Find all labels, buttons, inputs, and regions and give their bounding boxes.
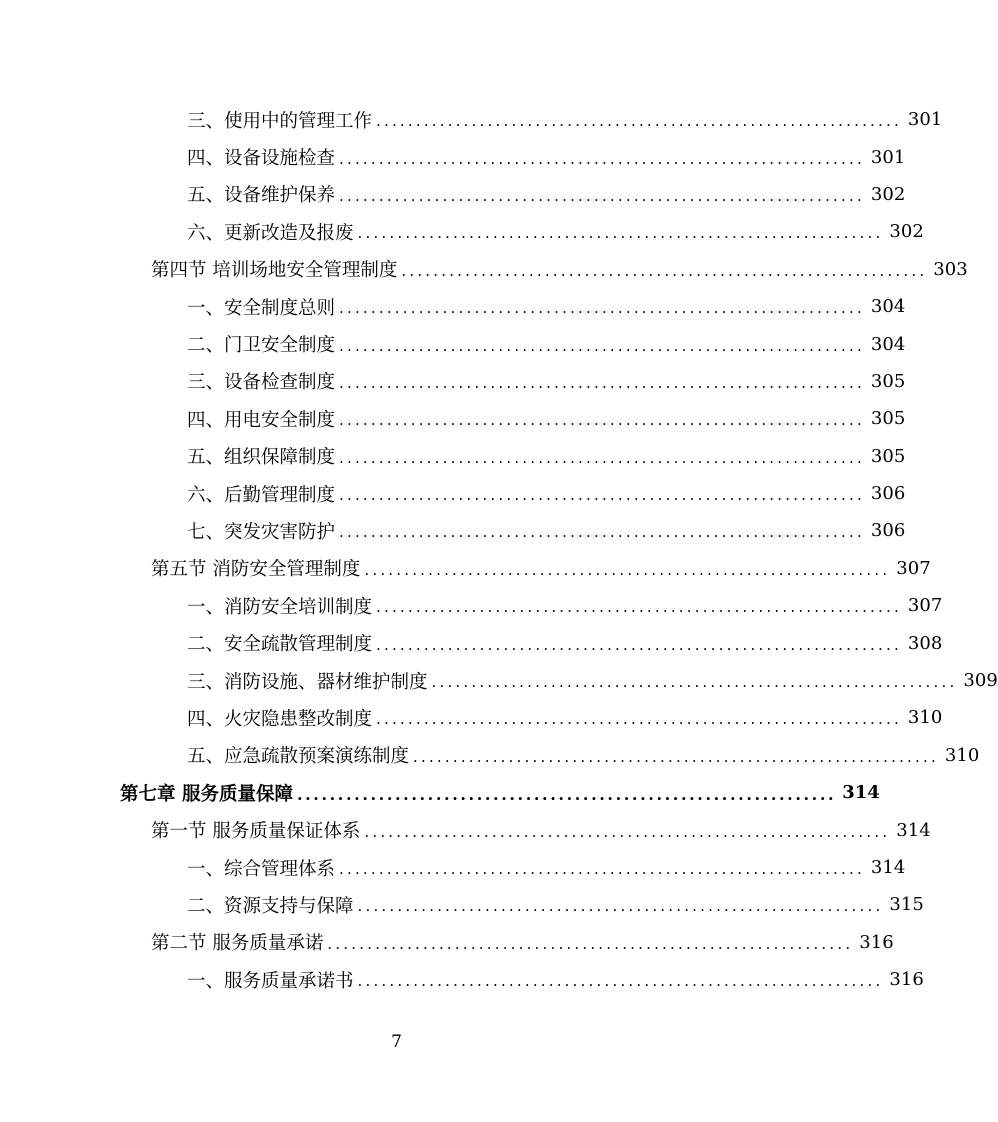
toc-entry-item[interactable] (0, 400, 906, 437)
toc-entry-page-number: 314 (870, 857, 906, 878)
toc-entry-item[interactable] (0, 475, 906, 512)
toc-entry-page-number: 305 (870, 445, 906, 467)
toc-entry-page-number: 303 (933, 258, 968, 280)
toc-entry-title: 四、火灾隐患整改制度 (187, 708, 373, 730)
toc-entry-page-number: 301 (907, 109, 943, 131)
toc-entry-title: 一、安全制度总则 (187, 297, 336, 319)
toc-entry-item[interactable] (0, 176, 906, 213)
toc-entry-section[interactable] (0, 811, 931, 848)
toc-entry-title: 四、用电安全制度 (187, 409, 336, 431)
toc-entry-title: 七、突发灾害防护 (187, 521, 336, 543)
toc-dot-leader: .................................................................. (357, 972, 884, 991)
toc-dot-leader: .................................................................. (339, 411, 865, 430)
toc-entry-section[interactable] (0, 550, 931, 587)
table-of-contents (0, 101, 998, 998)
toc-entry-page-number: 316 (859, 931, 894, 953)
toc-entry-page-number: 301 (870, 146, 906, 168)
toc-dot-leader: .................................................................. (339, 486, 865, 505)
toc-dot-leader: .................................................................. (327, 934, 854, 953)
toc-entry-page-number: 316 (889, 969, 924, 991)
toc-dot-leader: .................................................................. (376, 710, 902, 729)
toc-entry-title: 第四节 培训场地安全管理制度 (151, 260, 398, 282)
toc-entry-page-number: 309 (963, 670, 998, 692)
toc-entry-section[interactable] (0, 251, 968, 288)
page-number: 7 (391, 1032, 402, 1052)
toc-entry-title: 一、服务质量承诺书 (187, 970, 354, 992)
toc-entry-page-number: 314 (842, 782, 880, 804)
toc-entry-page-number: 304 (870, 296, 906, 318)
toc-dot-leader: .................................................................. (357, 897, 884, 916)
toc-entry-page-number: 302 (870, 183, 906, 205)
toc-dot-leader: .................................................................. (339, 860, 865, 878)
toc-entry-item[interactable] (0, 961, 924, 998)
toc-entry-section[interactable] (0, 924, 894, 961)
toc-entry-title: 三、消防设施、器材维护制度 (187, 671, 428, 693)
toc-entry-title: 五、应急疏散预案演练制度 (187, 746, 410, 768)
toc-entry-title: 五、组织保障制度 (187, 447, 336, 469)
toc-entry-item[interactable] (0, 886, 924, 923)
toc-entry-page-number: 304 (870, 333, 906, 355)
toc-entry-title: 二、资源支持与保障 (187, 895, 354, 917)
toc-entry-page-number: 307 (907, 595, 943, 617)
toc-dot-leader: .................................................................. (376, 598, 902, 617)
toc-entry-chapter[interactable] (0, 774, 880, 811)
toc-entry-title: 五、设备维护保养 (187, 185, 336, 207)
toc-entry-item[interactable] (0, 438, 906, 475)
toc-entry-page-number: 306 (870, 520, 906, 542)
toc-dot-leader: .................................................................. (376, 635, 902, 654)
toc-entry-page-number: 305 (870, 370, 906, 392)
toc-entry-title: 一、综合管理体系 (187, 858, 336, 880)
toc-entry-page-number: 314 (896, 819, 931, 841)
toc-dot-leader: .................................................................. (401, 261, 928, 280)
toc-entry-item[interactable] (0, 101, 943, 138)
toc-entry-title: 第五节 消防安全管理制度 (151, 559, 361, 581)
toc-entry-item[interactable] (0, 363, 906, 400)
toc-dot-leader: .................................................................. (339, 373, 865, 392)
toc-entry-page-number: 310 (907, 707, 943, 729)
toc-entry-title: 第七章 服务质量保障 (120, 783, 293, 805)
toc-entry-item[interactable] (0, 587, 943, 624)
toc-entry-title: 第二节 服务质量承诺 (151, 933, 324, 955)
toc-entry-page-number: 302 (889, 221, 924, 243)
toc-entry-title: 二、门卫安全制度 (187, 335, 336, 357)
toc-dot-leader: .................................................................. (339, 299, 865, 318)
toc-entry-item[interactable] (0, 512, 906, 549)
toc-entry-page-number: 310 (944, 744, 980, 766)
toc-entry-title: 第一节 服务质量保证体系 (151, 821, 361, 843)
toc-entry-item[interactable] (0, 737, 980, 774)
toc-dot-leader: .................................................................. (364, 560, 891, 579)
toc-entry-item[interactable] (0, 325, 906, 362)
toc-dot-leader: .................................................................. (339, 149, 865, 168)
toc-dot-leader: .................................................................. (364, 822, 891, 841)
toc-dot-leader: .................................................................. (376, 112, 902, 131)
toc-entry-page-number: 307 (896, 557, 931, 579)
toc-dot-leader: .................................................................. (431, 673, 958, 692)
toc-entry-item[interactable] (0, 624, 943, 661)
toc-dot-leader: .................................................................. (339, 186, 865, 205)
toc-entry-title: 一、消防安全培训制度 (187, 596, 373, 618)
toc-entry-item[interactable] (0, 662, 998, 699)
toc-entry-page-number: 306 (870, 483, 906, 505)
toc-entry-title: 二、安全疏散管理制度 (187, 634, 373, 656)
toc-dot-leader: .................................................................. (357, 224, 884, 243)
toc-entry-item[interactable] (0, 213, 924, 250)
toc-dot-leader: .................................................................. (339, 448, 865, 467)
toc-entry-page-number: 305 (870, 408, 906, 430)
toc-entry-title: 三、设备检查制度 (187, 372, 336, 394)
toc-dot-leader: .................................................................. (413, 747, 939, 766)
toc-entry-item[interactable] (0, 699, 943, 736)
toc-entry-title: 六、后勤管理制度 (187, 484, 336, 506)
toc-entry-item[interactable] (0, 288, 906, 325)
toc-dot-leader: .................................................................. (339, 523, 865, 542)
toc-entry-item[interactable] (0, 138, 906, 175)
toc-dot-leader: .................................................................. (339, 336, 865, 355)
toc-entry-title: 四、设备设施检查 (187, 148, 336, 170)
toc-entry-item[interactable] (0, 849, 906, 886)
toc-dot-leader: .................................................................. (296, 784, 837, 804)
toc-entry-title: 六、更新改造及报废 (187, 222, 354, 244)
toc-entry-page-number: 315 (889, 894, 924, 916)
toc-entry-page-number: 308 (907, 632, 943, 654)
toc-entry-title: 三、使用中的管理工作 (187, 110, 373, 132)
